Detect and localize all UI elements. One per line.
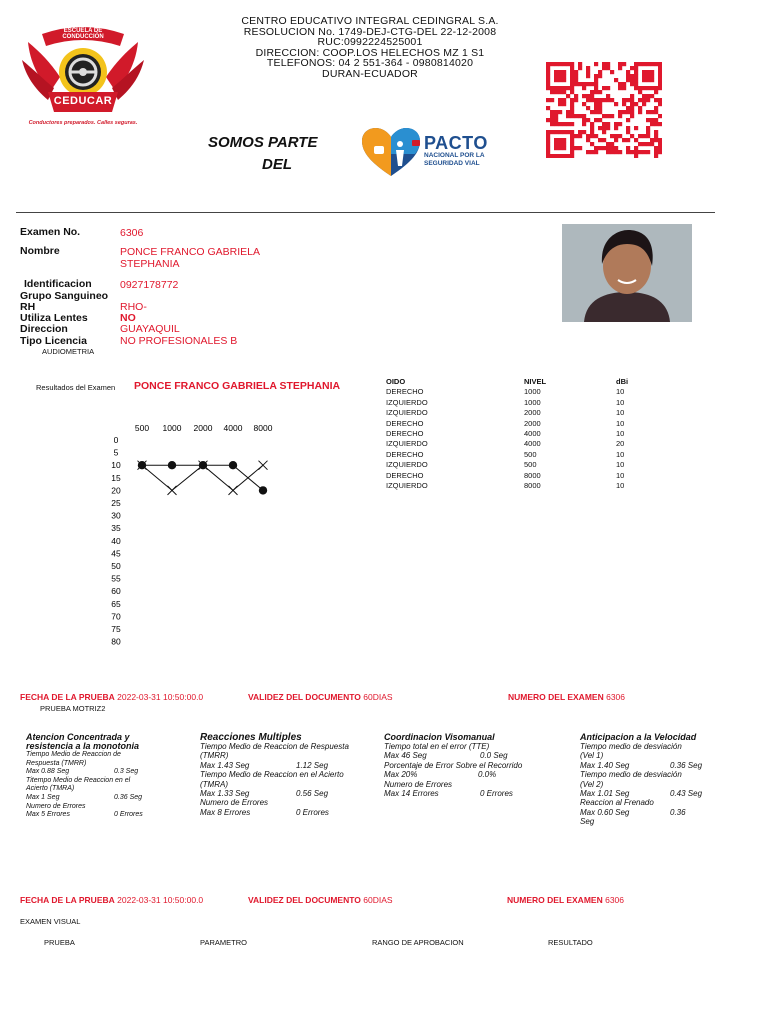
izquierdo-point: [229, 486, 238, 495]
header-line: RESOLUCION No. 1749-DEJ-CTG-DEL 22-12-2008: [243, 25, 497, 38]
level-tick-label: 10: [111, 460, 121, 471]
resultados-name: PONCE FRANCO GABRIELA STEPHANIA: [134, 380, 341, 392]
cell-dbi: 10: [616, 481, 625, 491]
nombre-value-line2: STEPHANIA: [120, 258, 180, 270]
reacciones-line: Tiempo Medio de Reaccion en el Acierto: [200, 770, 344, 780]
audiogram-chart: [108, 418, 308, 650]
derecho-point: [168, 461, 176, 469]
qr-code-icon: [546, 62, 662, 158]
person-photo-icon: [562, 224, 692, 322]
nombre-value-line1: PONCE FRANCO GABRIELA: [120, 246, 261, 258]
reacciones-pair: [200, 761, 380, 770]
coordinacion-max: Max 46 Seg: [384, 751, 427, 761]
anticipacion-title: Anticipacion a la Velocidad: [580, 732, 697, 742]
header-line: TELEFONOS: 04 2 551-364 - 0980814020: [266, 57, 474, 69]
cell-dbi: 10: [616, 408, 625, 418]
cell-oido: IZQUIERDO: [386, 481, 428, 491]
coordinacion-result: 0.0 Seg: [480, 751, 508, 761]
level-tick-label: 5: [113, 447, 119, 458]
table-row: [386, 387, 656, 397]
cell-oido: DERECHO: [386, 449, 424, 459]
numero-value: 6306: [606, 692, 626, 702]
table-row: [386, 471, 656, 481]
anticipacion-result: 0.43 Seg: [670, 789, 703, 799]
validez-1: [248, 692, 393, 702]
validez-label: VALIDEZ DEL DOCUMENTO: [248, 692, 361, 702]
rh-value: RHO-: [120, 301, 147, 313]
level-tick-label: 75: [111, 624, 121, 634]
table-row: [386, 450, 656, 460]
atencion-line: Respuesta (TMRR): [26, 759, 87, 767]
institution-header: [180, 16, 560, 79]
coordinacion-pair: [384, 789, 574, 798]
atencion-pair: [26, 768, 186, 777]
derecho-point: [229, 461, 237, 469]
table-row: [386, 439, 656, 449]
atencion-pair: [26, 794, 186, 803]
anticipacion-pair: [580, 761, 760, 770]
cell-nivel: 4000: [524, 429, 541, 439]
numero-label: NUMERO DEL EXAMEN: [508, 692, 604, 702]
cell-dbi: 10: [616, 397, 625, 407]
coordinacion-title: Coordinacion Visomanual: [384, 732, 495, 742]
level-tick-label: 40: [111, 535, 121, 546]
cell-oido: DERECHO: [386, 470, 424, 480]
visual-col-rango: RANGO DE APROBACION: [372, 938, 464, 947]
section-atencion: [26, 733, 186, 820]
somos-del-text: DEL: [262, 156, 292, 173]
table-row: [386, 419, 656, 429]
anticipacion-max: Max 1.01 Seg: [580, 789, 630, 799]
examen-visual-title: EXAMEN VISUAL: [20, 917, 81, 926]
level-tick-label: 35: [111, 523, 121, 534]
level-tick-label: 50: [111, 561, 121, 571]
header-line: DURAN-ECUADOR: [322, 67, 418, 80]
coordinacion-result: 0.0%: [478, 770, 497, 780]
header-line: RUC:0992224525001: [317, 36, 423, 48]
atencion-max: Max 1 Seg: [26, 793, 60, 801]
licencia-value: NO PROFESIONALES B: [120, 335, 238, 347]
grupo-sanguineo-label: Grupo Sanguineo: [20, 290, 109, 302]
identificacion-label: Identificacion: [24, 278, 92, 290]
cell-nivel: 500: [524, 460, 537, 470]
visual-col-prueba: PRUEBA: [44, 938, 75, 947]
resultados-label: Resultados del Examen: [36, 383, 116, 392]
cell-oido: IZQUIERDO: [386, 397, 428, 407]
table-row: [386, 408, 656, 418]
fecha-label: FECHA DE LA PRUEBA: [20, 692, 115, 702]
numero-value: 6306: [605, 895, 625, 905]
cell-nivel: 1000: [524, 387, 541, 397]
coordinacion-line: Tiempo total en el error (TTE): [384, 742, 490, 751]
level-tick-label: 0: [113, 435, 119, 445]
level-tick-label: 80: [111, 636, 121, 647]
fecha-prueba-2: [20, 895, 203, 905]
header-line: CENTRO EDUCATIVO INTEGRAL CEDINGRAL S.A.: [241, 15, 499, 27]
cell-nivel: 1000: [524, 397, 541, 407]
cell-oido: DERECHO: [386, 387, 424, 397]
atencion-max: Max 0.88 Seg: [26, 768, 70, 776]
cell-nivel: 8000: [524, 481, 541, 491]
frequency-tick-label: 2000: [193, 423, 213, 433]
numero-examen-2: [507, 895, 624, 905]
fecha-prueba-1: [20, 692, 203, 702]
cell-dbi: 20: [616, 439, 625, 449]
izquierdo-point: [168, 486, 177, 495]
coordinacion-max: Max 20%: [384, 770, 418, 780]
frequency-tick-label: 8000: [253, 423, 273, 433]
qr-code: [546, 62, 662, 158]
cell-oido: DERECHO: [386, 418, 424, 428]
numero-examen-1: [508, 692, 625, 702]
header-line: DIRECCION: COOP.LOS HELECHOS MZ 1 S1: [255, 46, 485, 59]
audiogram: [108, 418, 308, 650]
frequency-tick-label: 500: [134, 423, 150, 433]
anticipacion-result: 0.36: [670, 807, 686, 817]
reacciones-line: (TMRR): [200, 751, 229, 761]
cell-nivel: 4000: [524, 439, 541, 449]
section-anticipacion: [580, 733, 760, 827]
nombre-label: Nombre: [20, 245, 60, 257]
applicant-photo: [562, 224, 692, 322]
atencion-line: Acierto (TMRA): [26, 785, 75, 793]
level-tick-label: 15: [111, 472, 121, 483]
level-tick-label: 25: [111, 498, 121, 508]
direccion-label: Direccion: [20, 323, 68, 335]
frequency-tick-label: 4000: [223, 423, 243, 433]
cell-oido: IZQUIERDO: [386, 439, 428, 449]
anticipacion-line: Tiempo medio de desviación: [580, 742, 682, 751]
atencion-result: 0 Errores: [114, 811, 143, 819]
ceducar-logo: [20, 22, 146, 132]
pacto-line2: SEGURIDAD VIAL: [424, 160, 480, 167]
level-tick-label: 60: [111, 586, 121, 597]
audiometry-table: [386, 377, 656, 491]
anticipacion-line: Seg: [580, 817, 595, 827]
validez-value: 60DIAS: [363, 895, 393, 905]
derecho-point: [259, 486, 267, 494]
reacciones-line: Tiempo Medio de Reaccion de Respuesta: [200, 742, 349, 751]
atencion-result: 0.3 Seg: [114, 768, 139, 776]
lentes-label: Utiliza Lentes: [20, 312, 88, 324]
direccion-value: GUAYAQUIL: [120, 323, 180, 335]
anticipacion-pair: [580, 789, 760, 798]
level-tick-label: 20: [111, 485, 121, 496]
atencion-result: 0.36 Seg: [114, 793, 143, 801]
numero-label: NUMERO DEL EXAMEN: [507, 895, 603, 905]
table-row: [386, 460, 656, 470]
reacciones-max: Max 8 Errores: [200, 807, 251, 817]
atencion-line: Numero de Errores: [26, 802, 86, 810]
fecha-value: 2022-03-31 10:50:00.0: [117, 692, 204, 702]
table-header-row: [386, 377, 656, 387]
level-tick-label: 70: [111, 611, 121, 622]
cell-oido: DERECHO: [386, 429, 424, 439]
audiometria-title: AUDIOMETRIA: [42, 347, 95, 356]
coordinacion-line: Porcentaje de Error Sobre el Recorrido: [384, 760, 523, 770]
level-tick-label: 55: [111, 573, 121, 584]
reacciones-pair: [200, 789, 380, 798]
coordinacion-result: 0 Errores: [480, 789, 513, 799]
anticipacion-max: Max 1.40 Seg: [580, 760, 630, 770]
logo-slogan: Conductores preparados. Calles seguras.: [28, 120, 138, 126]
reacciones-line: (TMRA): [200, 779, 228, 789]
table-row: [386, 429, 656, 439]
anticipacion-max: Max 0.60 Seg: [580, 807, 630, 817]
atencion-line: Tiempo Medio de Reaccion de: [26, 751, 121, 758]
anticipacion-result: 0.36 Seg: [670, 760, 703, 770]
cell-dbi: 10: [616, 470, 625, 480]
atencion-title-2: resistencia a la monotonia: [26, 741, 140, 751]
level-tick-label: 65: [111, 598, 121, 609]
section-coordinacion: [384, 733, 574, 798]
pacto-title: PACTO: [424, 133, 488, 153]
visual-col-parametro: PARAMETRO: [200, 938, 247, 947]
lentes-value: NO: [120, 312, 136, 324]
cell-dbi: 10: [616, 460, 625, 470]
anticipacion-line: Tiempo medio de desviación: [580, 770, 682, 780]
coordinacion-line: Numero de Errores: [384, 779, 453, 789]
cell-dbi: 10: [616, 449, 625, 459]
izquierdo-point: [259, 461, 268, 470]
reacciones-max: Max 1.33 Seg: [200, 789, 250, 799]
pacto-heart-icon: [360, 126, 422, 178]
pacto-line1: NACIONAL POR LA: [424, 152, 485, 159]
frequency-tick-label: 1000: [162, 423, 182, 433]
cell-nivel: 2000: [524, 418, 541, 428]
atencion-pair: [26, 811, 186, 820]
reacciones-title: Reacciones Multiples: [200, 732, 302, 743]
col-header-oido: OIDO: [386, 377, 406, 386]
validez-2: [248, 895, 393, 905]
header-divider: [16, 212, 715, 213]
anticipacion-line: Reaccion al Frenado: [580, 798, 654, 808]
table-row: [386, 398, 656, 408]
col-header-nivel: NIVEL: [524, 377, 547, 386]
reacciones-result: 0 Errores: [296, 807, 329, 817]
anticipacion-line: (Vel 1): [580, 751, 604, 761]
cell-nivel: 8000: [524, 470, 541, 480]
fecha-label: FECHA DE LA PRUEBA: [20, 895, 115, 905]
level-tick-label: 30: [111, 510, 121, 521]
cell-nivel: 2000: [524, 408, 541, 418]
logo-brand: CEDUCAR: [53, 95, 113, 107]
fecha-value: 2022-03-31 10:50:00.0: [117, 895, 204, 905]
examen-label: Examen No.: [20, 226, 81, 238]
logo-top-text: ESCUELA DE CONDUCCIÓN: [62, 28, 104, 40]
level-tick-label: 45: [111, 548, 121, 559]
reacciones-result: 1.12 Seg: [296, 760, 329, 770]
reacciones-result: 0.56 Seg: [296, 789, 329, 799]
rh-label: RH: [20, 301, 36, 313]
cell-dbi: 10: [616, 387, 625, 397]
cell-oido: IZQUIERDO: [386, 408, 428, 418]
cell-oido: IZQUIERDO: [386, 460, 428, 470]
coordinacion-max: Max 14 Errores: [384, 789, 439, 799]
atencion-max: Max 5 Errores: [26, 811, 70, 819]
validez-value: 60DIAS: [363, 692, 393, 702]
cell-dbi: 10: [616, 429, 625, 439]
identificacion-value: 0927178772: [120, 279, 179, 291]
coordinacion-pair: [384, 751, 574, 760]
coordinacion-pair: [384, 770, 574, 779]
atencion-title-1: Atencion Concentrada y: [26, 732, 130, 742]
atencion-line: Titempo Medio de Reaccion en el: [26, 776, 131, 784]
table-row: [386, 481, 656, 491]
somos-parte-text: SOMOS PARTE: [208, 134, 318, 151]
cell-dbi: 10: [616, 418, 625, 428]
col-header-dbi: dBi: [616, 377, 629, 386]
validez-label: VALIDEZ DEL DOCUMENTO: [248, 895, 361, 905]
licencia-label: Tipo Licencia: [20, 335, 87, 347]
reacciones-max: Max 1.43 Seg: [200, 760, 250, 770]
visual-col-resultado: RESULTADO: [548, 938, 593, 947]
prueba-motriz-title: PRUEBA MOTRIZ2: [40, 704, 106, 713]
anticipacion-line: (Vel 2): [580, 779, 604, 789]
cell-nivel: 500: [524, 449, 537, 459]
reacciones-pair: [200, 808, 380, 817]
reacciones-line: Numero de Errores: [200, 798, 269, 808]
examen-value: 6306: [120, 227, 144, 239]
section-reacciones: [200, 733, 380, 817]
anticipacion-pair: [580, 808, 760, 817]
